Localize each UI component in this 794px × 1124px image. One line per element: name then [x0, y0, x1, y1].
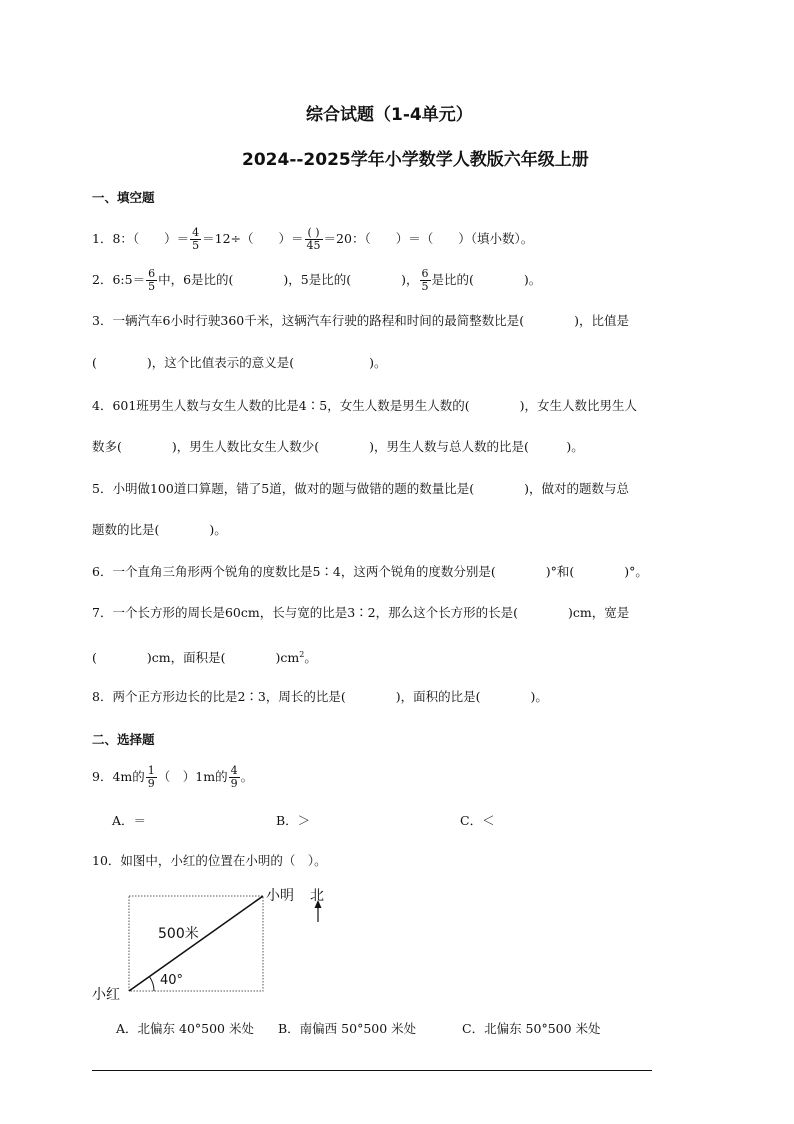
- question-4-line-2: 数多( )，男生人数比女生人数少( )，男生人数与总人数的比是( )。: [92, 439, 584, 454]
- q9-f1-den: 9: [147, 777, 155, 790]
- question-7-line-1: 7．一个长方形的周长是60cm，长与宽的比是3∶2，那么这个长方形的长是( )cm，宽是: [92, 605, 630, 620]
- page-title: 综合试题（1-4单元）: [306, 105, 473, 125]
- q2-part-c: 是比的( )。: [431, 272, 542, 287]
- q9-option-b[interactable]: B．＞: [276, 813, 311, 828]
- section-fill-blank: 一、填空题: [92, 190, 155, 205]
- label-xiaoming: 小明: [266, 888, 294, 904]
- q1-fraction-1: [190, 227, 201, 252]
- label-north: 北: [310, 888, 324, 904]
- q1-f2-num: ( ): [305, 227, 323, 240]
- question-9: [92, 765, 253, 790]
- path-line: [129, 896, 263, 991]
- q7-line-2-text: ( )cm，面积是( )cm: [92, 650, 300, 666]
- q1-f2-den: 45: [306, 239, 321, 252]
- q9-part-b: （ ）1m的: [157, 769, 228, 784]
- label-angle: 40°: [160, 973, 184, 988]
- question-5-line-2: 题数的比是( )。: [92, 522, 227, 537]
- q1-part-b: ＝12÷（ ）＝: [202, 231, 304, 246]
- q10-option-a[interactable]: A．北偏东 40°500 米处: [116, 1021, 254, 1036]
- q10-option-b[interactable]: B．南偏西 50°500 米处: [278, 1021, 417, 1036]
- q2-fraction-2: [420, 268, 431, 293]
- q9-f2-num: 4: [230, 764, 238, 777]
- q2-f2-num: 6: [421, 267, 429, 280]
- question-1: [92, 227, 533, 252]
- q9-f2-den: 9: [230, 777, 238, 790]
- q9-f1-num: 1: [147, 764, 155, 777]
- question-10: 10．如图中，小红的位置在小明的（ ）。: [92, 853, 327, 868]
- q9-option-c[interactable]: C．＜: [460, 813, 495, 828]
- q2-part-b: 中，6是比的( )，5是比的( )，: [158, 272, 419, 287]
- label-distance: 500米: [158, 926, 199, 942]
- angle-arc: [150, 977, 154, 991]
- q2-fraction-1: [146, 268, 157, 293]
- question-3-line-1: 3．一辆汽车6小时行驶360千米，这辆汽车行驶的路程和时间的最简整数比是( )，比值是: [92, 313, 630, 328]
- q2-part-a: 2．6:5＝: [92, 272, 146, 287]
- q1-f1-den: 5: [192, 239, 200, 252]
- q1-part-a: 1．8：（ ）＝: [92, 231, 190, 246]
- question-7-line-2: [92, 646, 317, 667]
- q10-direction-diagram: [88, 880, 348, 1005]
- q2-f1-den: 5: [148, 280, 156, 293]
- q2-f2-den: 5: [421, 280, 429, 293]
- question-6: 6．一个直角三角形两个锐角的度数比是5∶4，这两个锐角的度数分别是( )°和( )°。: [92, 564, 648, 579]
- q9-part-a: 9．4m的: [92, 769, 145, 784]
- q1-fraction-2: [305, 227, 323, 252]
- question-8: 8．两个正方形边长的比是2∶3，周长的比是( )，面积的比是( )。: [92, 689, 548, 704]
- question-5-line-1: 5．小明做100道口算题，错了5道，做对的题与做错的题的数量比是( )，做对的题数与总: [92, 481, 630, 496]
- q1-part-c: ＝20：（ ）＝（ ）（填小数）。: [323, 231, 534, 246]
- q9-option-a[interactable]: A．＝: [112, 813, 147, 828]
- q2-f1-num: 6: [148, 267, 156, 280]
- question-3-line-2: ( )，这个比值表示的意义是( )。: [92, 355, 387, 370]
- footer-divider: [92, 1070, 652, 1071]
- page-subtitle: 2024--2025学年小学数学人教版六年级上册: [242, 150, 589, 170]
- question-4-line-1: 4．601班男生人数与女生人数的比是4∶5，女生人数是男生人数的( )，女生人数比男生人: [92, 398, 637, 413]
- q7-superscript: 2: [299, 650, 305, 659]
- q9-fraction-1: [146, 765, 157, 790]
- q9-fraction-2: [229, 765, 240, 790]
- q7-line-2-end: 。: [304, 650, 317, 666]
- q10-option-c[interactable]: C．北偏东 50°500 米处: [462, 1021, 601, 1036]
- question-2: [92, 268, 541, 293]
- label-xiaohong: 小红: [92, 987, 120, 1003]
- q1-f1-num: 4: [192, 226, 200, 239]
- q9-part-c: 。: [240, 769, 254, 784]
- section-multiple-choice: 二、选择题: [92, 732, 155, 747]
